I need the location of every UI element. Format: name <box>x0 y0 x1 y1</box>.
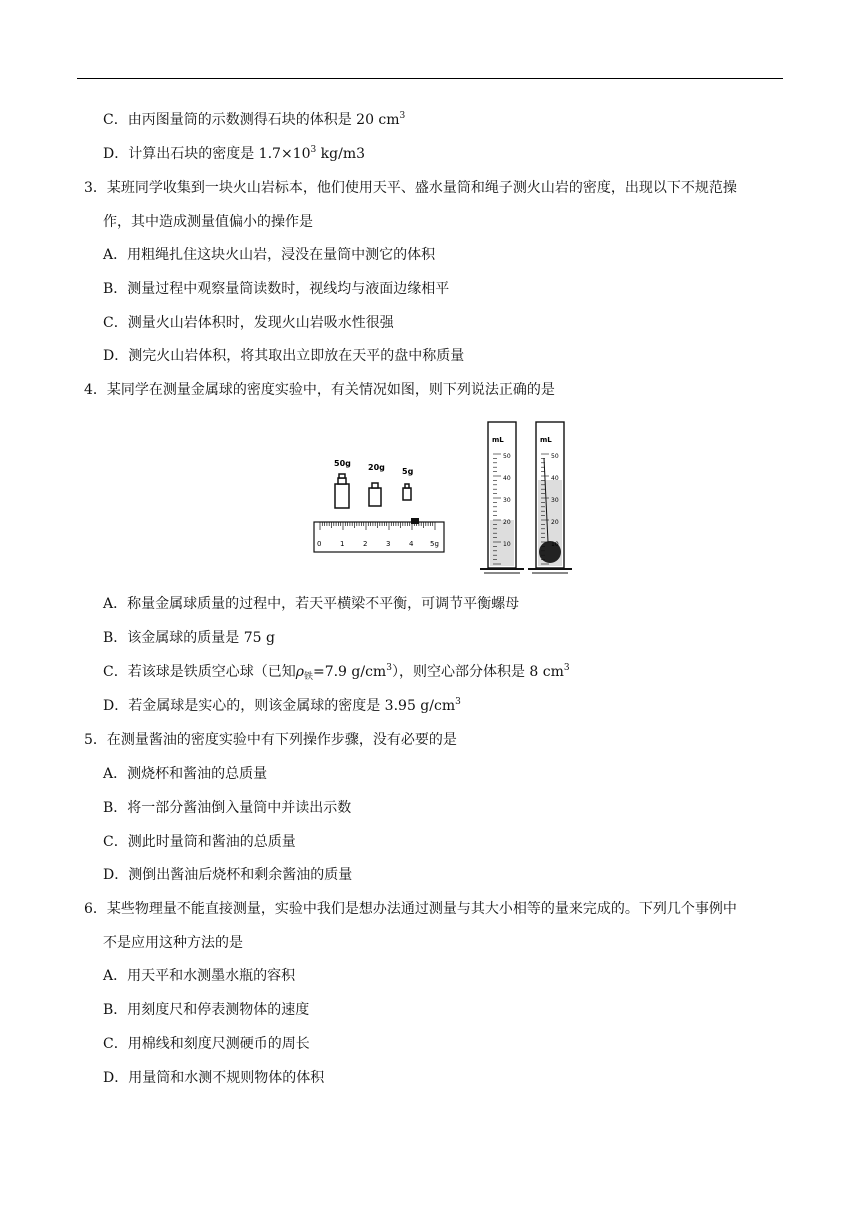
scale-label-2: 2 <box>363 540 368 548</box>
q4-option-c[interactable]: C．若该球是铁质空心球（已知$\rho_铁=7.9$ $g/cm^3$），则空心部分体积是 8 $cm^3$ <box>103 663 570 682</box>
q5-option-b[interactable]: B．将一部分酱油倒入量筒中并读出示数 <box>103 800 352 816</box>
q3-stem-line1: 3．某班同学收集到一块火山岩标本，他们使用天平、盛水量筒和绳子测火山岩的密度，出现以下不规范操 <box>84 180 737 196</box>
weight-50g <box>335 474 349 508</box>
svg-text:40: 40 <box>503 475 511 482</box>
q4-figure <box>312 418 572 578</box>
q5-option-a[interactable]: A．测烧杯和酱油的总质量 <box>103 766 268 782</box>
cyl-right-unit: mL <box>540 436 552 444</box>
q4-option-b[interactable]: B．该金属球的质量是 75 g <box>103 630 275 646</box>
q6-option-c[interactable]: C．用棉线和刻度尺测硬币的周长 <box>103 1036 310 1052</box>
svg-text:20: 20 <box>503 519 511 526</box>
q4-stem: 4．某同学在测量金属球的密度实验中，有关情况如图，则下列说法正确的是 <box>84 382 555 398</box>
svg-text:30: 30 <box>503 497 511 504</box>
svg-text:30: 30 <box>551 497 559 504</box>
q3-stem-line2: 作，其中造成测量值偏小的操作是 <box>103 214 313 230</box>
cylinder-left <box>480 422 524 573</box>
q3-option-a[interactable]: A．用粗绳扎住这块火山岩，浸没在量筒中测它的体积 <box>103 247 436 263</box>
q3-option-d[interactable]: D．测完火山岩体积，将其取出立即放在天平的盘中称质量 <box>103 348 465 364</box>
q5-stem: 5．在测量酱油的密度实验中有下列操作步骤，没有必要的是 <box>84 732 457 748</box>
q5-option-c[interactable]: C．测此时量筒和酱油的总质量 <box>103 834 296 850</box>
rider <box>411 518 419 524</box>
svg-text:50: 50 <box>503 453 511 460</box>
q6-stem-line1: 6．某些物理量不能直接测量，实验中我们是想办法通过测量与其大小相等的量来完成的。下列几个事例中 <box>84 901 737 917</box>
svg-text:40: 40 <box>551 475 559 482</box>
scale-label-3: 3 <box>386 540 391 548</box>
q3-option-b[interactable]: B．测量过程中观察量筒读数时，视线均与液面边缘相平 <box>103 281 450 297</box>
q4-option-d[interactable]: D．若金属球是实心的，则该金属球的密度是 3.95 $g/cm^3$ <box>103 697 461 714</box>
q6-option-a[interactable]: A．用天平和水测墨水瓶的容积 <box>103 968 296 984</box>
cyl-left-unit: mL <box>492 436 504 444</box>
scale-bar <box>314 522 444 552</box>
q6-option-b[interactable]: B．用刻度尺和停表测物体的速度 <box>103 1002 310 1018</box>
svg-text:50: 50 <box>551 453 559 460</box>
q3-option-c[interactable]: C．测量火山岩体积时，发现火山岩吸水性很强 <box>103 315 394 331</box>
weight-20g <box>369 483 381 506</box>
balance-and-cylinders-diagram <box>312 418 572 578</box>
q2-option-c[interactable]: C．由丙图量筒的示数测得石块的体积是 20 $cm^3$ <box>103 111 406 128</box>
weight-label-20g: 20g <box>368 463 385 472</box>
svg-text:10: 10 <box>503 541 511 548</box>
weight-label-5g: 5g <box>402 467 414 476</box>
weight-label-50g: 50g <box>334 459 351 468</box>
header-rule <box>77 78 783 79</box>
svg-text:20: 20 <box>551 519 559 526</box>
weight-5g <box>403 484 411 500</box>
q6-option-d[interactable]: D．用量筒和水测不规则物体的体积 <box>103 1070 325 1086</box>
q2-option-d[interactable]: D．计算出石块的密度是 $1.7\times 10^3$ kg/m3 <box>103 145 366 162</box>
scale-label-4: 4 <box>409 540 414 548</box>
cylinder-right <box>528 422 572 573</box>
q4-option-a[interactable]: A．称量金属球质量的过程中，若天平横梁不平衡，可调节平衡螺母 <box>103 596 520 612</box>
q6-stem-line2: 不是应用这种方法的是 <box>103 935 243 951</box>
scale-label-1: 1 <box>340 540 345 548</box>
q5-option-d[interactable]: D．测倒出酱油后烧杯和剩余酱油的质量 <box>103 867 353 883</box>
scale-label-0: 0 <box>317 540 322 548</box>
scale-label-5g: 5g <box>430 540 439 548</box>
svg-text:10: 10 <box>551 541 559 548</box>
